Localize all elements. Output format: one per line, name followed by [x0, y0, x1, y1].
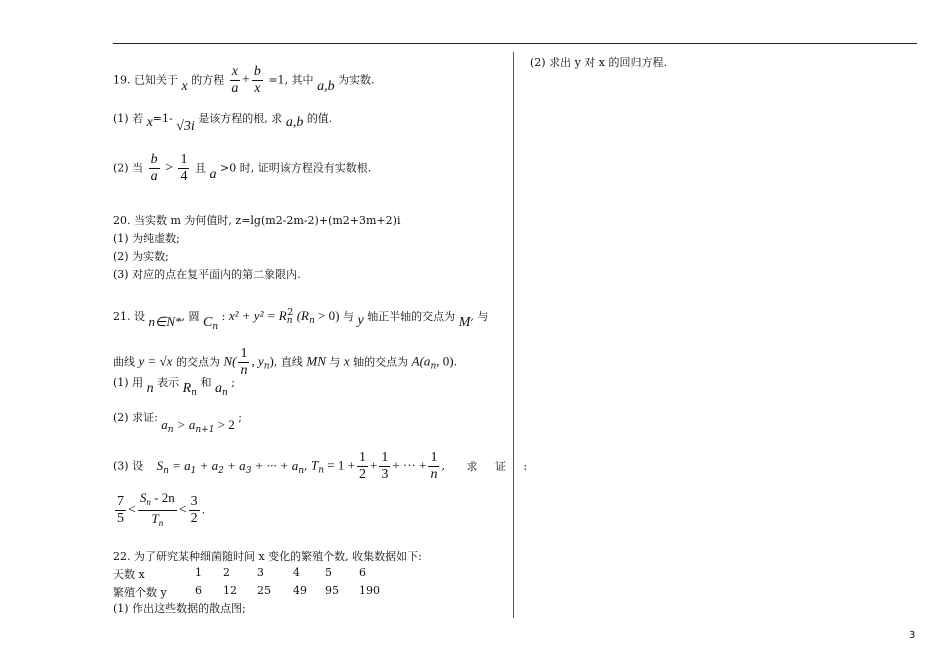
q21-line2: 曲线 y = √x 的交点为 N( $\frac{1}{n}$ , $y_n$), 直线 MN 与 x 轴的交点为 $A(a_n$, 0).: [113, 346, 458, 378]
q19-frac-one-quarter: $\frac{1}{4}$: [180, 152, 188, 184]
table-cell: 4: [293, 566, 300, 579]
q21-intro: 21. 设 n∈N*, 圆 $C_n$ : $x^2 + y^2 = R_n^2$ $(R_n > 0)$ 与 y 轴正半轴的交点为 M, 与: [113, 308, 489, 332]
column-divider: [513, 52, 514, 618]
page-number: 3: [909, 630, 916, 641]
q19-frac-x-over-a: $\frac{x}{a}$: [231, 64, 239, 96]
q20-part2: (2) 为实数;: [113, 250, 169, 263]
q19-frac-b-over-x: $\frac{b}{x}$: [253, 64, 261, 96]
row-label-days: 天数 x: [113, 568, 145, 581]
table-cell: 3: [257, 566, 264, 579]
q21-frac-half: $\frac{1}{2}$: [358, 450, 366, 482]
table-cell: 6: [195, 584, 202, 597]
q20-part3: (3) 对应的点在复平面内的第二象限内.: [113, 268, 301, 281]
q19-frac-b-over-a: $\frac{b}{a}$: [150, 152, 158, 184]
table-cell: 49: [293, 584, 307, 597]
q22-part1: (1) 作出这些数据的散点图;: [113, 602, 246, 615]
q21-inequality: $\frac{7}{5}$ < $\frac{S_n - 2n}{T_n}$ < $\frac{3}{2}$ .: [113, 490, 205, 531]
table-cell: 190: [359, 584, 380, 597]
q19-part2: (2) 当 $\frac{b}{a}$ > $\frac{1}{4}$ 且 a >0 时, 证明该方程没有实数根.: [113, 152, 372, 184]
table-cell: 12: [223, 584, 237, 597]
table-cell: 95: [325, 584, 339, 597]
table-cell: 5: [325, 566, 332, 579]
q20-part1: (1) 为纯虚数;: [113, 232, 180, 245]
q21-part2: (2) 求证: $a_n > a_{n+1} > 2$ ;: [113, 411, 243, 435]
q21-frac-third: $\frac{1}{3}$: [381, 450, 389, 482]
q22-part2: (2) 求出 y 对 x 的回归方程.: [530, 56, 667, 69]
q20-intro: 20. 当实数 m 为何值时, z=lg(m2-2m-2)+(m2+3m+2)i: [113, 214, 401, 227]
q21-part3: (3) 设 $S_n = a_1 + a_2 + a_3$ + ··· + $a_n$, $T_n = 1$ + $\frac{1}{2}$ + $\frac{1}{3}$ + ··· + $\frac{1}{n}$ , 求 证 :: [113, 450, 528, 482]
table-cell: 2: [223, 566, 230, 579]
table-cell: 1: [195, 566, 202, 579]
row-label-counts: 繁殖个数 y: [113, 586, 167, 599]
header-rule: [113, 43, 917, 44]
table-cell: 25: [257, 584, 271, 597]
q21-frac-one-over-n-sum: $\frac{1}{n}$: [430, 450, 438, 482]
q21-frac-main: $\frac{S_n - 2n}{T_n}$: [139, 490, 175, 528]
q21-part1: (1) 用 n 表示 $R_n$ 和 $a_n$ ;: [113, 376, 235, 398]
table-cell: 6: [359, 566, 366, 579]
q19-intro: 19. 已知关于 x 的方程 $\frac{x}{a}$ + $\frac{b}{x}$ =1, 其中 a,b 为实数.: [113, 64, 375, 96]
q21-frac-three-halves: $\frac{3}{2}$: [190, 494, 198, 526]
q21-frac-one-over-n: $\frac{1}{n}$: [240, 346, 248, 378]
q21-frac-seven-fifths: $\frac{7}{5}$: [117, 494, 124, 526]
q19-part1: (1) 若 x=1- √3i 是该方程的根, 求 a,b 的值.: [113, 112, 333, 134]
q22-intro: 22. 为了研究某种细菌随时间 x 变化的繁殖个数, 收集数据如下:: [113, 550, 422, 563]
